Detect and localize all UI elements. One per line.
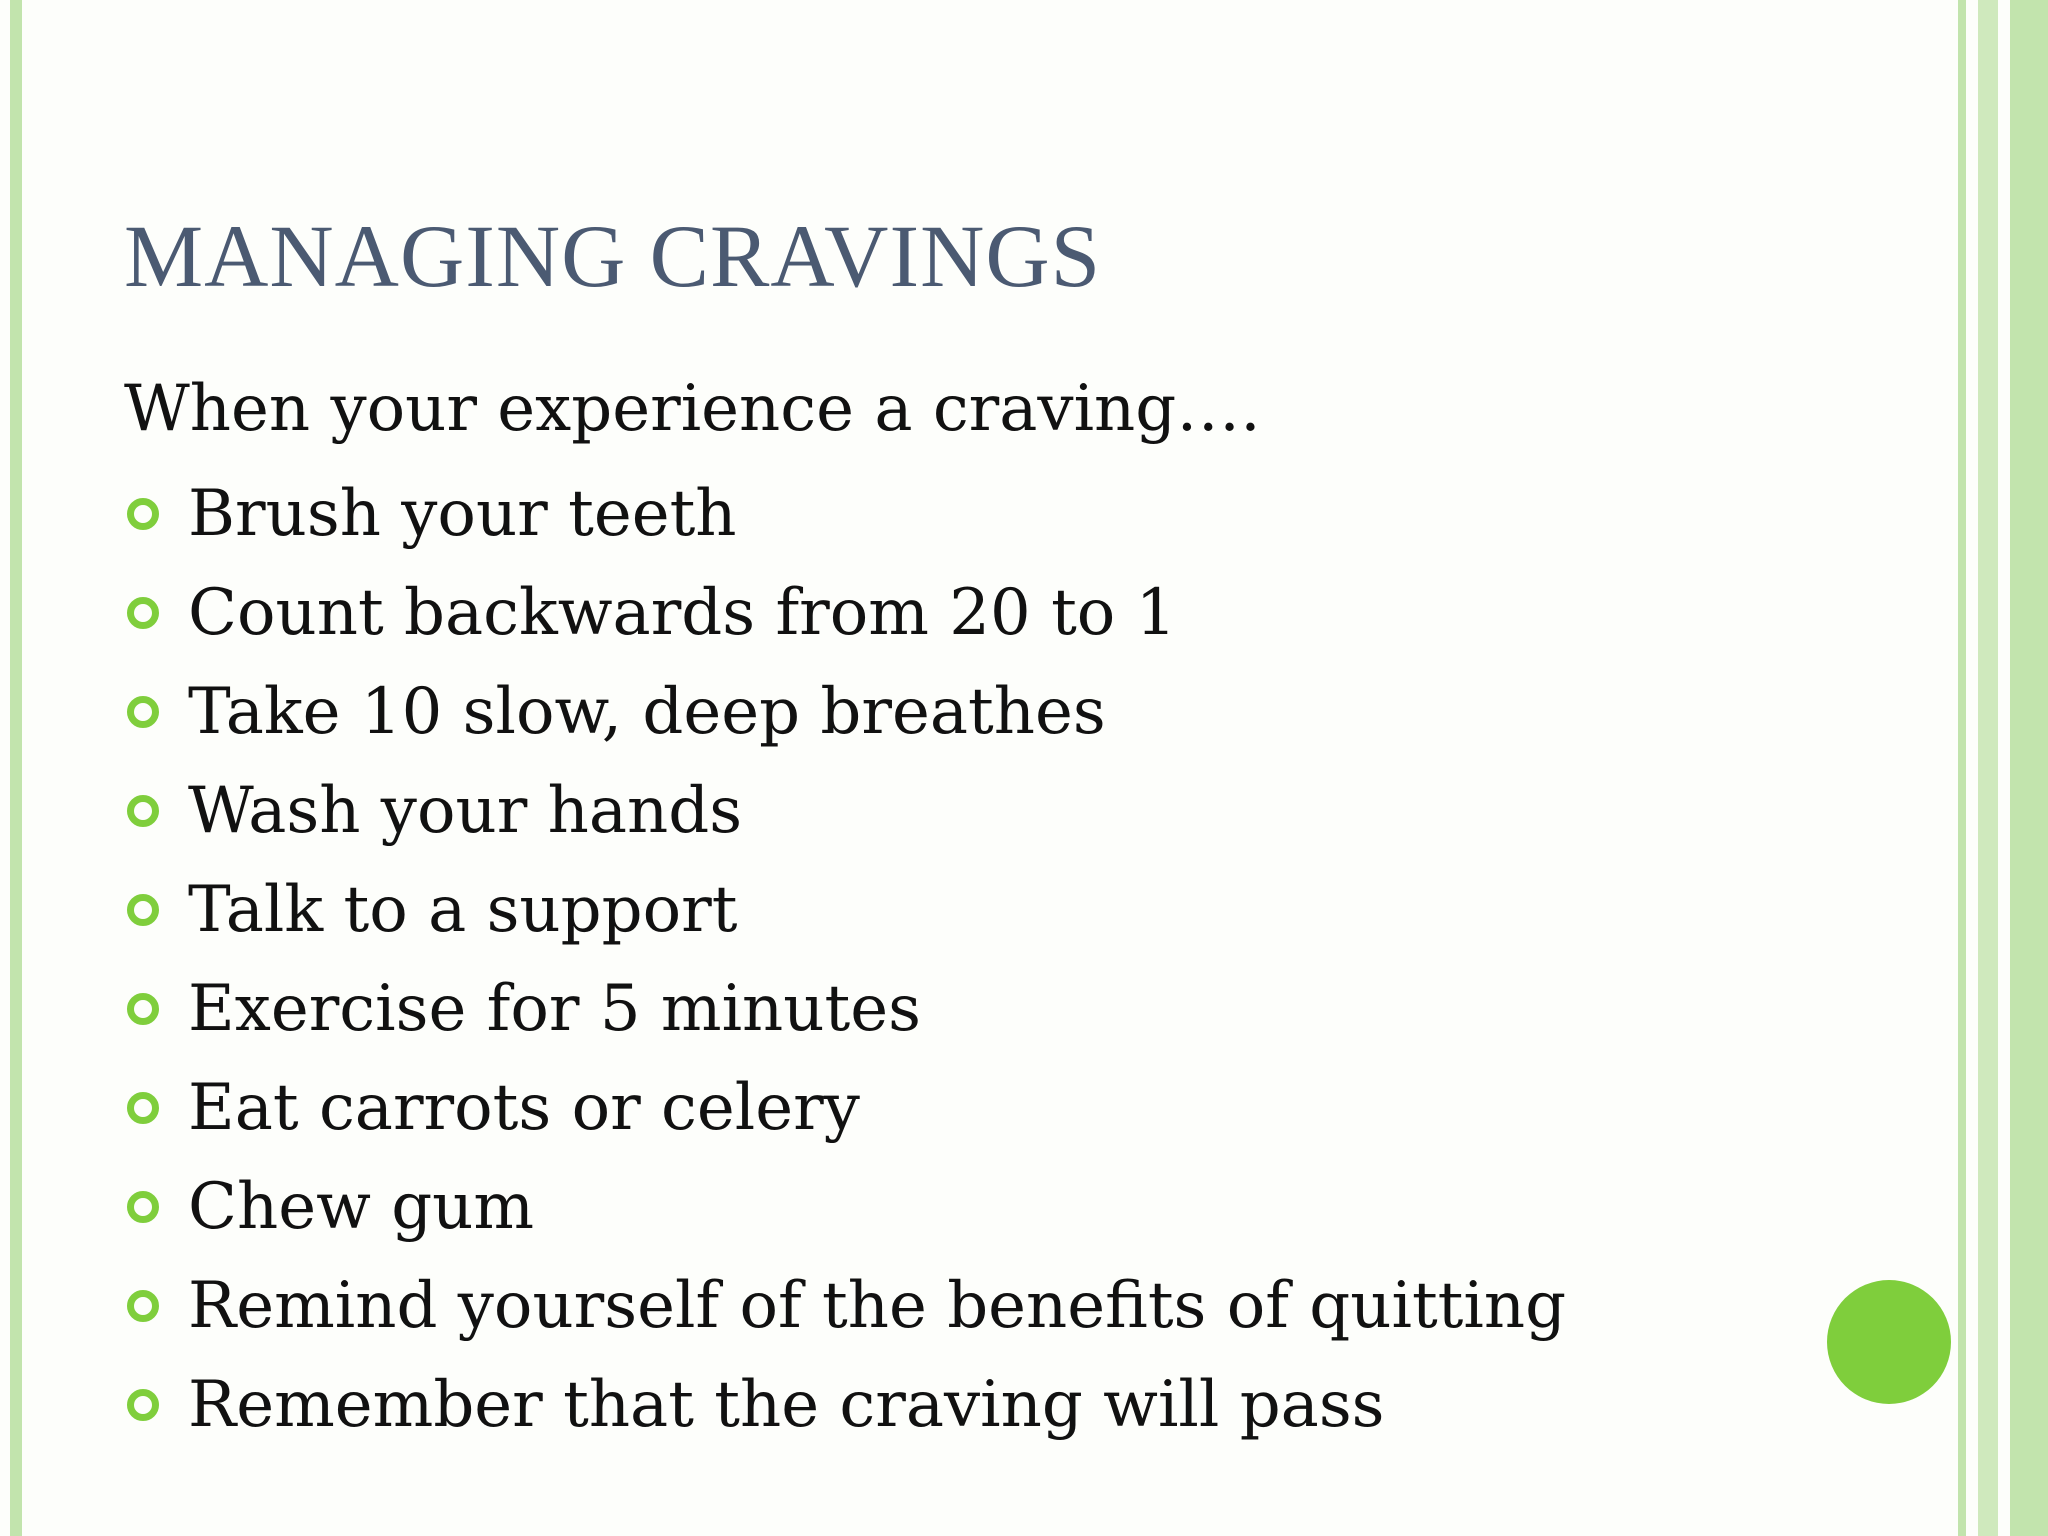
bullet-text: Take 10 slow, deep breathes bbox=[188, 674, 1106, 749]
hollow-circle-bullet-icon bbox=[127, 1389, 159, 1421]
hollow-circle-bullet-icon bbox=[127, 1191, 159, 1223]
right-border-stripe bbox=[1958, 0, 1966, 1536]
left-border-stripe bbox=[10, 0, 22, 1536]
bullet-text: Exercise for 5 minutes bbox=[188, 971, 921, 1046]
hollow-circle-bullet-icon bbox=[127, 597, 159, 629]
intro-text: When your experience a craving…. bbox=[124, 372, 1261, 446]
bullet-text: Brush your teeth bbox=[188, 476, 737, 551]
bullet-item-deep-breathes bbox=[124, 662, 1566, 761]
bullet-item-talk-support bbox=[124, 860, 1566, 959]
bullet-list bbox=[124, 464, 1566, 1454]
hollow-circle-bullet-icon bbox=[127, 795, 159, 827]
hollow-circle-bullet-icon bbox=[127, 696, 159, 728]
green-circle-decoration-icon bbox=[1827, 1280, 1951, 1404]
hollow-circle-bullet-icon bbox=[127, 498, 159, 530]
bullet-item-chew-gum bbox=[124, 1157, 1566, 1256]
bullet-item-brush-teeth bbox=[124, 464, 1566, 563]
right-border-stripe bbox=[2010, 0, 2048, 1536]
hollow-circle-bullet-icon bbox=[127, 993, 159, 1025]
right-border-stripe bbox=[1978, 0, 1998, 1536]
bullet-item-eat-carrots bbox=[124, 1058, 1566, 1157]
hollow-circle-bullet-icon bbox=[127, 894, 159, 926]
bullet-text: Remember that the craving will pass bbox=[188, 1367, 1385, 1442]
bullet-item-exercise bbox=[124, 959, 1566, 1058]
bullet-item-wash-hands bbox=[124, 761, 1566, 860]
bullet-text: Remind yourself of the benefits of quitting bbox=[188, 1268, 1567, 1343]
hollow-circle-bullet-icon bbox=[127, 1092, 159, 1124]
bullet-text: Talk to a support bbox=[188, 872, 738, 947]
slide-title: MANAGING CRAVINGS bbox=[124, 208, 1102, 306]
bullet-text: Wash your hands bbox=[188, 773, 743, 848]
bullet-item-craving-will-pass bbox=[124, 1355, 1566, 1454]
bullet-item-count-backwards bbox=[124, 563, 1566, 662]
bullet-text: Count backwards from 20 to 1 bbox=[188, 575, 1177, 650]
bullet-text: Chew gum bbox=[188, 1169, 535, 1244]
bullet-text: Eat carrots or celery bbox=[188, 1070, 860, 1145]
bullet-item-remind-benefits bbox=[124, 1256, 1566, 1355]
hollow-circle-bullet-icon bbox=[127, 1290, 159, 1322]
